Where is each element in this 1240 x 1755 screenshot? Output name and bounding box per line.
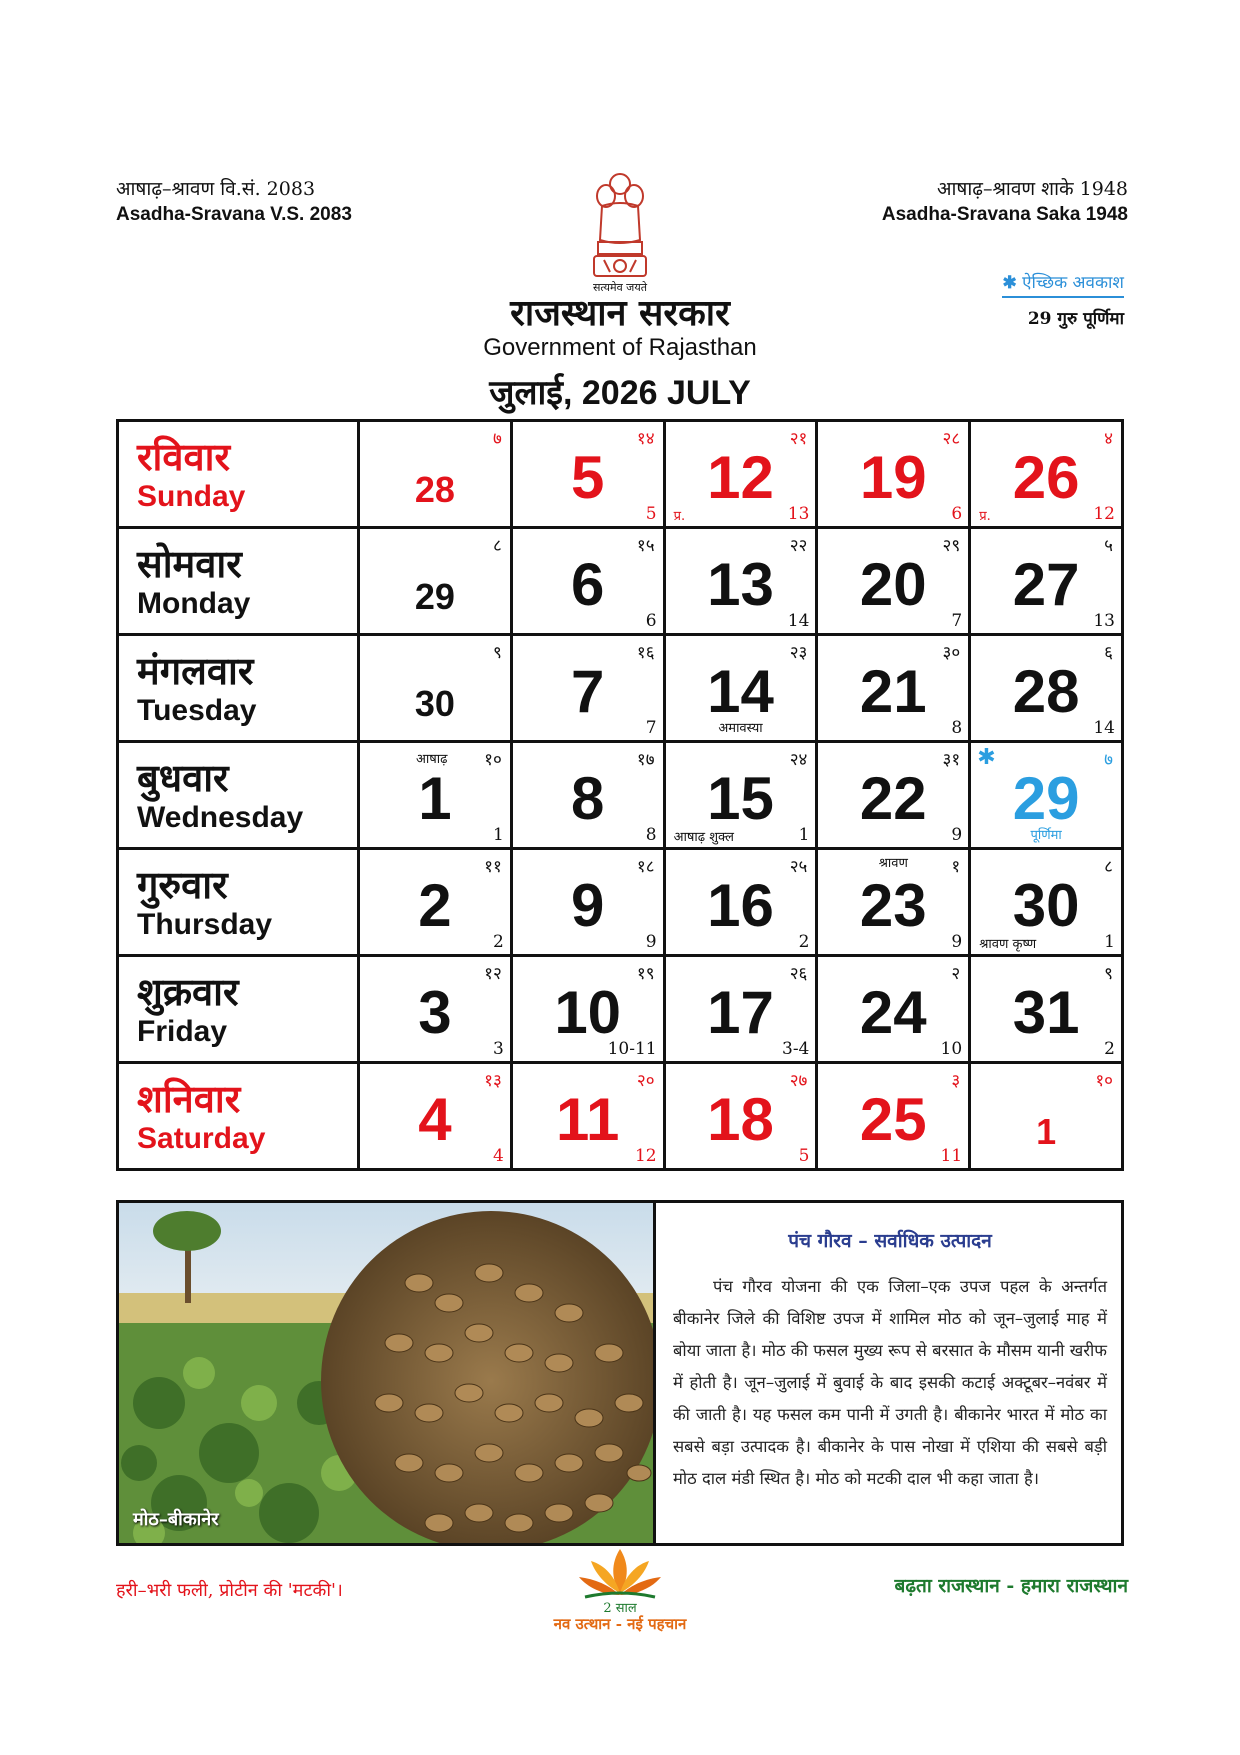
- date-number: 17: [707, 979, 774, 1046]
- tithi-number: २५: [789, 857, 808, 877]
- optional-holiday-label: ऐच्छिक अवकाश: [1022, 273, 1124, 293]
- festival-label: पूर्णिमा: [1030, 828, 1062, 843]
- government-title-hindi: राजस्थान सरकार: [510, 292, 730, 334]
- saka-date-number: 5: [798, 1146, 810, 1166]
- feature-title: पंच गौरव – सर्वाधिक उत्पादन: [788, 1230, 992, 1252]
- date-cell: [359, 956, 512, 1063]
- month-title-hindi: जुलाई: [489, 373, 563, 413]
- logo-years: 2 साल: [603, 1601, 637, 1616]
- weekday-cell: [118, 1063, 359, 1170]
- date-cell: [664, 635, 817, 742]
- tithi-number: २४: [789, 750, 808, 770]
- date-cell: [359, 635, 512, 742]
- weekday-hindi: शनिवार: [137, 1076, 241, 1121]
- emblem-motto: सत्यमेव जयते: [592, 281, 647, 294]
- saka-date-number: 2: [492, 932, 504, 952]
- saka-date-number: 14: [1093, 718, 1115, 738]
- date-number: 14: [707, 658, 774, 725]
- photo-caption: मोठ–बीकानेर: [133, 1509, 219, 1530]
- date-number: 5: [571, 444, 605, 511]
- date-cell: [817, 1063, 970, 1170]
- date-number: 13: [707, 551, 774, 618]
- tithi-number: २२: [789, 536, 808, 556]
- date-cell: [817, 956, 970, 1063]
- calendar-row: [118, 956, 1123, 1063]
- date-number: 28: [414, 469, 455, 510]
- date-cell: [511, 528, 664, 635]
- tithi-number: ६: [1104, 643, 1113, 663]
- tithi-number: ३१: [942, 750, 961, 770]
- state-emblem-icon: [588, 170, 652, 282]
- date-cell: [511, 849, 664, 956]
- weekday-hindi: सोमवार: [137, 541, 242, 586]
- tithi-number: १५: [636, 536, 655, 556]
- weekday-hindi: बुधवार: [137, 755, 229, 800]
- date-cell: [511, 635, 664, 742]
- tithi-number: २०: [636, 1071, 655, 1091]
- saka-date-number: 1: [798, 825, 810, 845]
- saka-date-number: 10: [940, 1039, 963, 1059]
- tithi-number: ११: [484, 857, 502, 877]
- month-title-english: , 2026 JULY: [563, 374, 751, 412]
- month-label: आषाढ़: [416, 752, 448, 767]
- weekday-cell: [118, 635, 359, 742]
- date-cell: [511, 742, 664, 849]
- date-number: 30: [1012, 872, 1080, 939]
- date-number: 20: [859, 551, 927, 618]
- date-cell: [511, 1063, 664, 1170]
- saka-date-number: 14: [787, 611, 810, 631]
- weekday-hindi: रविवार: [137, 434, 231, 479]
- moth-field-image: [119, 1203, 653, 1543]
- weekday-hindi: गुरुवार: [137, 862, 228, 907]
- tithi-number: १६: [636, 643, 655, 663]
- tithi-number: ९: [492, 643, 502, 663]
- tithi-number: २८: [942, 429, 961, 449]
- calendar-row: [118, 1063, 1123, 1170]
- month-label: श्रावण: [878, 856, 908, 871]
- festival-label: अमावस्या: [718, 721, 763, 736]
- date-number: 28: [1012, 658, 1080, 725]
- date-cell: [664, 528, 817, 635]
- saka-date-number: 5: [645, 504, 657, 524]
- date-cell: [817, 635, 970, 742]
- date-cell: [664, 849, 817, 956]
- paksha-label: श्रावण कृष्ण: [979, 937, 1037, 952]
- optional-holiday-star-icon: ✱: [977, 745, 996, 770]
- date-number: 8: [571, 765, 605, 832]
- calendar-row: [118, 849, 1123, 956]
- date-cell: [970, 742, 1123, 849]
- date-cell: [970, 1063, 1123, 1170]
- tithi-number: १७: [636, 750, 655, 770]
- saka-date-number: 1: [1104, 932, 1115, 952]
- vikram-samvat-hindi: आषाढ़–श्रावण वि.सं. 2083: [116, 178, 316, 200]
- tithi-number: ३: [951, 1071, 961, 1091]
- logo-tagline: नव उत्थान - नई पहचान: [553, 1615, 687, 1633]
- date-cell: [664, 956, 817, 1063]
- date-number: 16: [707, 872, 774, 939]
- saka-date-number: 1: [492, 825, 504, 845]
- date-number: 21: [859, 658, 927, 725]
- tithi-number: ८: [1104, 857, 1113, 877]
- tithi-number: ४: [1104, 429, 1113, 449]
- date-number: 4: [418, 1086, 452, 1153]
- tithi-number: ७: [492, 429, 502, 449]
- tithi-number: २३: [789, 643, 808, 663]
- calendar-row: [118, 528, 1123, 635]
- vikram-samvat-english: Asadha-Sravana V.S. 2083: [116, 204, 352, 225]
- tithi-number: १९: [636, 964, 655, 984]
- calendar-grid: [116, 419, 1124, 1171]
- tithi-number: २६: [789, 964, 808, 984]
- date-number: 3: [418, 979, 452, 1046]
- weekday-cell: [118, 849, 359, 956]
- weekday-hindi: शुक्रवार: [137, 969, 239, 1014]
- date-number: 6: [571, 551, 605, 618]
- saka-date-number: 4: [492, 1146, 504, 1166]
- lotus-logo-icon: [575, 1545, 665, 1601]
- tithi-number: १०: [484, 750, 502, 770]
- saka-date-number: 12: [1093, 504, 1115, 524]
- date-number: 23: [859, 872, 927, 939]
- date-number: 1: [1036, 1111, 1057, 1152]
- tithi-number: ३०: [942, 643, 961, 663]
- date-cell: [817, 849, 970, 956]
- date-cell: [970, 956, 1123, 1063]
- weekday-english: Wednesday: [137, 801, 304, 834]
- date-cell: [817, 742, 970, 849]
- saka-date-number: 7: [951, 611, 963, 631]
- month-title: [370, 368, 870, 414]
- saka-date-number: 3-4: [782, 1039, 810, 1059]
- weekday-hindi: मंगलवार: [137, 648, 254, 693]
- date-cell: [359, 849, 512, 956]
- saka-date-number: 12: [634, 1146, 657, 1166]
- footer-slogan-right: बढ़ता राजस्थान - हमारा राजस्थान: [894, 1575, 1128, 1597]
- tithi-number: ५: [1104, 536, 1113, 556]
- saka-header: [882, 176, 1128, 228]
- date-prefix: प्र.: [673, 509, 686, 524]
- date-number: 25: [859, 1086, 927, 1153]
- date-cell: [359, 742, 512, 849]
- date-cell: [511, 421, 664, 528]
- date-number: 27: [1012, 551, 1080, 618]
- date-number: 2: [418, 872, 452, 939]
- saka-date-number: 8: [951, 718, 963, 738]
- tithi-number: २७: [789, 1071, 808, 1091]
- saka-date-number: 8: [645, 825, 657, 845]
- date-number: 22: [859, 765, 927, 832]
- date-number: 26: [1012, 444, 1080, 511]
- date-number: 29: [414, 576, 455, 617]
- tithi-number: ९: [1104, 964, 1113, 984]
- vikram-samvat-header: [116, 176, 352, 228]
- weekday-english: Saturday: [137, 1122, 266, 1155]
- saka-date-number: 11: [940, 1146, 963, 1166]
- tithi-number: १: [951, 857, 961, 877]
- tithi-number: १८: [636, 857, 655, 877]
- date-cell: [359, 1063, 512, 1170]
- saka-date-number: 6: [951, 504, 963, 524]
- moth-crop-photo: [119, 1203, 656, 1543]
- saka-date-number: 9: [951, 825, 963, 845]
- saka-date-number: 13: [1093, 611, 1115, 631]
- government-title-english: Government of Rajasthan: [483, 334, 757, 361]
- tithi-number: २९: [942, 536, 961, 556]
- weekday-cell: [118, 528, 359, 635]
- saka-date-number: 10-11: [607, 1039, 657, 1059]
- calendar-row: [118, 635, 1123, 742]
- tithi-number: ७: [1104, 750, 1113, 770]
- calendar-row: [118, 421, 1123, 528]
- tithi-number: २: [951, 964, 961, 984]
- date-number: 31: [1012, 979, 1080, 1046]
- saka-hindi: आषाढ़–श्रावण शाके 1948: [936, 178, 1128, 200]
- saka-english: Asadha-Sravana Saka 1948: [881, 204, 1128, 225]
- date-cell: [817, 528, 970, 635]
- date-cell: [817, 421, 970, 528]
- date-cell: [664, 421, 817, 528]
- date-cell: [664, 742, 817, 849]
- calendar-row: [118, 742, 1123, 849]
- asterisk-icon: ✱: [1002, 273, 1017, 293]
- optional-holiday-title: [1002, 270, 1124, 298]
- weekday-english: Tuesday: [137, 694, 257, 727]
- tithi-number: २१: [789, 429, 808, 449]
- feature-box: [116, 1200, 1124, 1546]
- date-number: 12: [707, 444, 774, 511]
- date-number: 18: [707, 1086, 774, 1153]
- weekday-english: Sunday: [137, 480, 246, 513]
- date-cell: [970, 421, 1123, 528]
- footer-slogan-left: हरी–भरी फली, प्रोटीन की 'मटकी'।: [116, 1580, 343, 1601]
- saka-date-number: 3: [492, 1039, 504, 1059]
- date-cell: [970, 849, 1123, 956]
- date-number: 10: [554, 979, 622, 1046]
- optional-holiday-item: 29 गुरु पूर्णिमा: [1027, 309, 1124, 329]
- saka-date-number: 13: [787, 504, 810, 524]
- date-number: 19: [859, 444, 927, 511]
- date-number: 1: [418, 765, 452, 832]
- tithi-number: १०: [1095, 1071, 1113, 1091]
- date-cell: [970, 635, 1123, 742]
- saka-date-number: 6: [645, 611, 657, 631]
- date-number: 7: [571, 658, 605, 725]
- weekday-cell: [118, 421, 359, 528]
- weekday-english: Monday: [137, 587, 251, 620]
- tithi-number: १२: [484, 964, 502, 984]
- tithi-number: १४: [636, 429, 655, 449]
- saka-date-number: 2: [1104, 1039, 1115, 1059]
- date-cell: [664, 1063, 817, 1170]
- tithi-number: १३: [484, 1071, 502, 1091]
- date-cell: [359, 528, 512, 635]
- saka-date-number: 9: [645, 932, 657, 952]
- date-cell: [511, 956, 664, 1063]
- weekday-english: Friday: [137, 1015, 228, 1048]
- date-number: 24: [859, 979, 927, 1046]
- saka-date-number: 9: [951, 932, 963, 952]
- paksha-label: आषाढ़ शुक्ल: [673, 830, 734, 845]
- tithi-number: ८: [492, 536, 502, 556]
- date-number: 29: [1012, 765, 1080, 832]
- date-number: 11: [555, 1086, 620, 1153]
- date-number: 30: [414, 683, 455, 724]
- date-prefix: प्र.: [979, 509, 991, 524]
- weekday-english: Thursday: [137, 908, 273, 941]
- feature-body: पंच गौरव योजना की एक जिला–एक उपज पहल के अन्तर्गत बीकानेर जिले की विशिष्ट उपज में शामिल मोठ को जून–जुलाई माह में बोया जाता है। मोठ की फसल मुख्य रूप से बरसात के मौसम यानी खरीफ में होती है। जून–जुलाई में बुवाई के बाद इसकी कटाई अक्टूबर–नवंबर में की जाती है। यह फसल कम पानी में उगती है। बीकानेर भारत में मोठ का सबसे बड़ा उत्पादक है। बीकानेर के पास नोखा में एशिया की सबसे बड़ी मोठ दाल मंडी स्थित है। मोठ को मटकी दाल भी कहा जाता है।: [673, 1277, 1107, 1488]
- date-number: 9: [571, 872, 605, 939]
- date-cell: [970, 528, 1123, 635]
- saka-date-number: 7: [645, 718, 657, 738]
- date-cell: [359, 421, 512, 528]
- weekday-cell: [118, 742, 359, 849]
- saka-date-number: 2: [798, 932, 810, 952]
- weekday-cell: [118, 956, 359, 1063]
- feature-info: [659, 1203, 1121, 1543]
- date-number: 15: [707, 765, 774, 832]
